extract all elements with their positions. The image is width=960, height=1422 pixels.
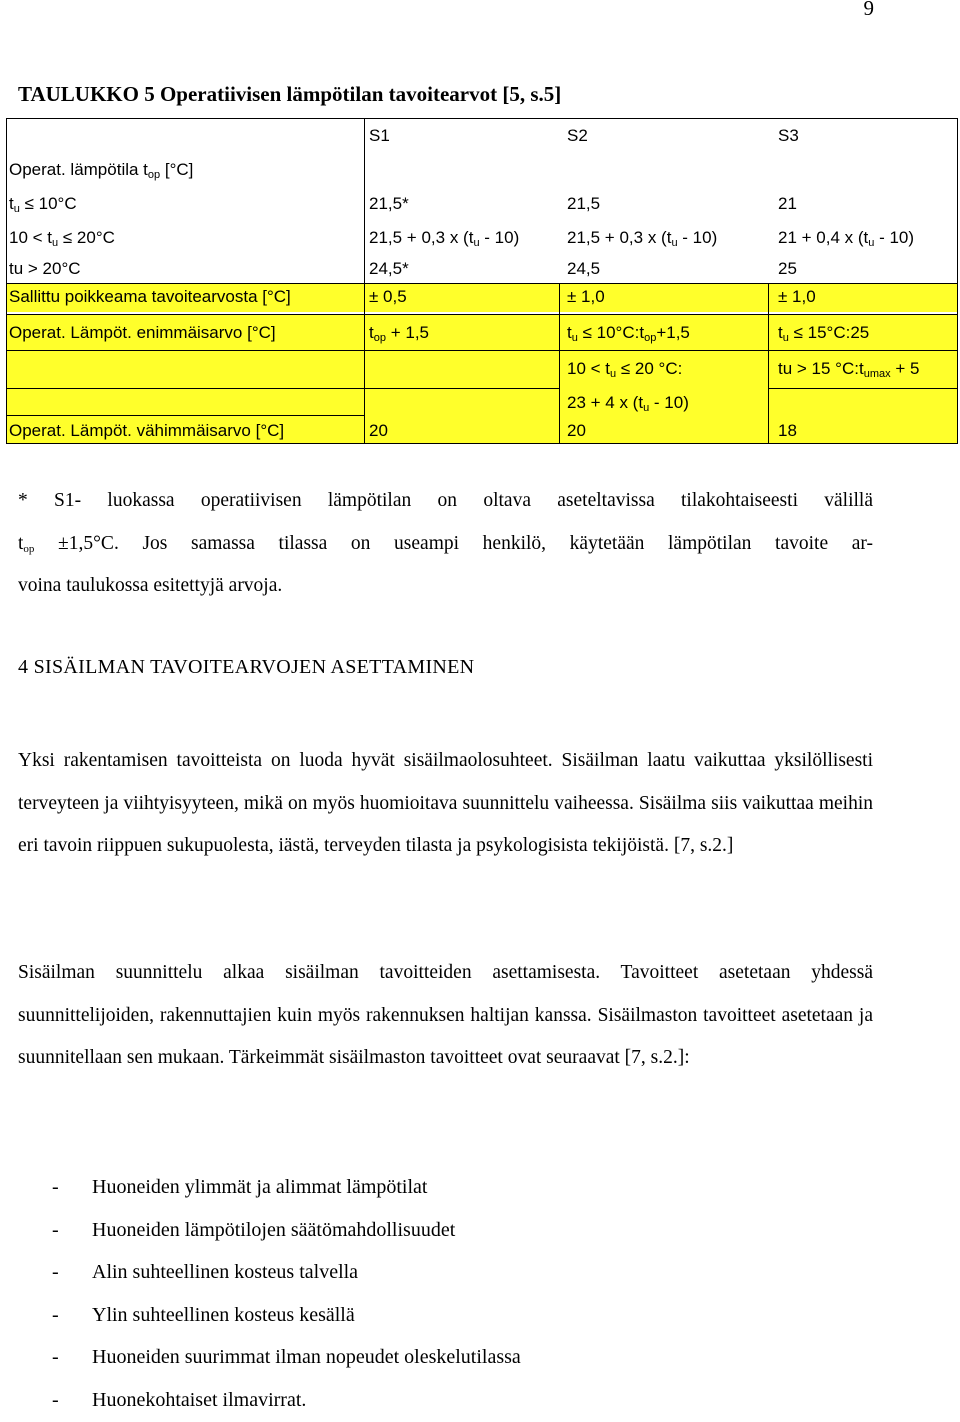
allowed-deviation-s3: ± 1,0: [778, 287, 816, 306]
col-divider-label: [364, 118, 365, 444]
row-divider-deviation-top: [6, 283, 958, 284]
row-tu-10-20-s2: 21,5 + 0,3 x $(t_u - 10)$: [567, 228, 718, 249]
max-value-s1: $t_{op} + 1,5$: [369, 323, 429, 344]
row-tu-10-20-s3: 21 + 0,4 x $(t_u - 10)$: [778, 228, 915, 249]
page-number: 9: [863, 0, 874, 20]
min-value-s3: 18: [778, 421, 797, 440]
row-tu-le-10-s2: 21,5: [567, 194, 601, 213]
row-divider-max-top: [6, 314, 958, 315]
row-tu-10-20-label: $10 < t_u \le 20^\circ C$: [9, 228, 115, 249]
min-value-s1: 20: [369, 421, 388, 440]
allowed-deviation-s2: ± 1,0: [567, 287, 605, 306]
row-divider-middle: [6, 350, 958, 351]
list-dash: -: [52, 1176, 59, 1198]
row-tu-gt-20-s2: 24,5: [567, 259, 601, 278]
table-border-right: [957, 118, 958, 444]
col-divider-s1-s2: [559, 283, 560, 444]
list-item-text: Alin suhteellinen kosteus talvella: [92, 1261, 359, 1284]
min-value-s2: 20: [567, 421, 586, 440]
row-divider-lower-s3: [768, 388, 958, 389]
list-dash: -: [52, 1218, 59, 1241]
list-dash: -: [52, 1303, 59, 1326]
table-border-bottom: [6, 443, 958, 444]
table-border-left: [6, 118, 7, 444]
list-item-text: Huoneiden suurimmat ilman nopeudet oleskelutilassa: [92, 1346, 521, 1369]
max-value-label: Operat. Lämpöt. enimmäisarvo [°C]: [9, 323, 276, 342]
list-dash: -: [52, 1346, 59, 1369]
list-item-text: Huoneiden lämpötilojen säätömahdollisuudet: [92, 1218, 456, 1241]
section-paragraph-2: Sisäilman suunnittelu alkaa sisäilman tavoitteiden asettamisesta. Tavoitteet asetetaan yhdessä suunnittelijoiden, rakennuttajien kuin myös rakennuksen haltijan kanssa. Sisäilmaston tavoitteet asetetaan ja suunnitellaan sen mukaan. Tärkeimmät sisäilmaston tavoitteet ovat seuraavat [7, s.2.]:: [18, 962, 873, 1068]
op-temp-label: Operat. lämpötila $t_{op}$ [°C]: [9, 160, 194, 181]
row-divider-min-top: [6, 415, 365, 416]
header-s2: S2: [567, 126, 588, 145]
max-value-s3-cont: tu > 15 $^\circ C:t_{umax} + 5$: [778, 359, 920, 380]
list-dash: -: [52, 1261, 59, 1284]
footnote-line-3: voina taulukossa esitettyjä arvoja.: [18, 575, 283, 596]
allowed-deviation-label: Sallittu poikkeama tavoitearvosta [°C]: [9, 287, 291, 306]
row-tu-gt-20-s1: 24,5*: [369, 259, 409, 278]
row-tu-gt-20-s3: 25: [778, 259, 797, 278]
section-paragraph-1: Yksi rakentamisen tavoitteista on luoda hyvät sisäilmaolosuhteet. Sisäilman laatu vaikuttaa yksilöllisesti terveyteen ja viihtyisyyteen, mikä on myös huomioitava suunnittelu vaiheessa. Sisäilma siis vaikuttaa meihin eri tavoin riippuen sukupuolesta, iästä, terveyden tilasta ja psykologisista tekijöistä. [7, s.2.]: [18, 750, 873, 856]
list-item-text: Huoneiden ylimmät ja alimmat lämpötilat: [92, 1176, 428, 1198]
header-s3: S3: [778, 126, 799, 145]
max-value-s3: $t_u$ ≤ 15°C:25: [778, 323, 870, 344]
allowed-deviation-s1: ± 0,5: [369, 287, 407, 306]
header-s1: S1: [369, 126, 390, 145]
max-value-s2: $t_u$ ≤ $10^\circ C:t_{op}+1,5$: [567, 323, 690, 344]
col-divider-s2-s3: [768, 283, 769, 444]
target-values-table: [6, 118, 958, 444]
footnote-line-2: $t_{op} \pm 1,5^\circ C$. Jos samassa tilassa on useampi henkilö, käytetään lämpötilan tavoite ar-: [18, 532, 873, 555]
row-divider-lower: [6, 388, 559, 389]
row-tu-10-20-s1: 21,5 + 0,3 x $(t_u - 10)$: [369, 228, 520, 249]
list-item-text: Huonekohtaiset ilmavirrat.: [92, 1388, 307, 1411]
section-heading: 4 SISÄILMAN TAVOITEARVOJEN ASETTAMINEN: [18, 656, 475, 678]
row-tu-le-10-label: $t_u \le 10^\circ C$: [9, 194, 77, 215]
max-value-s2-cont: $10 < t_u \le 20$ °C:: [567, 359, 683, 380]
table-footnote: [18, 480, 873, 608]
min-value-label: Operat. Lämpöt. vähimmäisarvo [°C]: [9, 421, 285, 440]
footnote-line-1: * S1- luokassa operatiivisen lämpötilan on oltava aseteltavissa tilakohtaiseesti välillä: [18, 490, 873, 511]
table-caption: TAULUKKO 5 Operatiivisen lämpötilan tavoitearvot [5, s.5]: [18, 82, 562, 106]
row-tu-le-10-s1: 21,5*: [369, 194, 409, 213]
list-item-text: Ylin suhteellinen kosteus kesällä: [92, 1303, 355, 1326]
list-dash: -: [52, 1388, 59, 1411]
max-value-s2-formula: 23 + 4 x $(t_u - 10)$: [567, 393, 689, 414]
table-border-top: [6, 118, 958, 119]
row-tu-gt-20-label: tu > 20°C: [9, 259, 81, 278]
row-tu-le-10-s3: 21: [778, 194, 797, 213]
